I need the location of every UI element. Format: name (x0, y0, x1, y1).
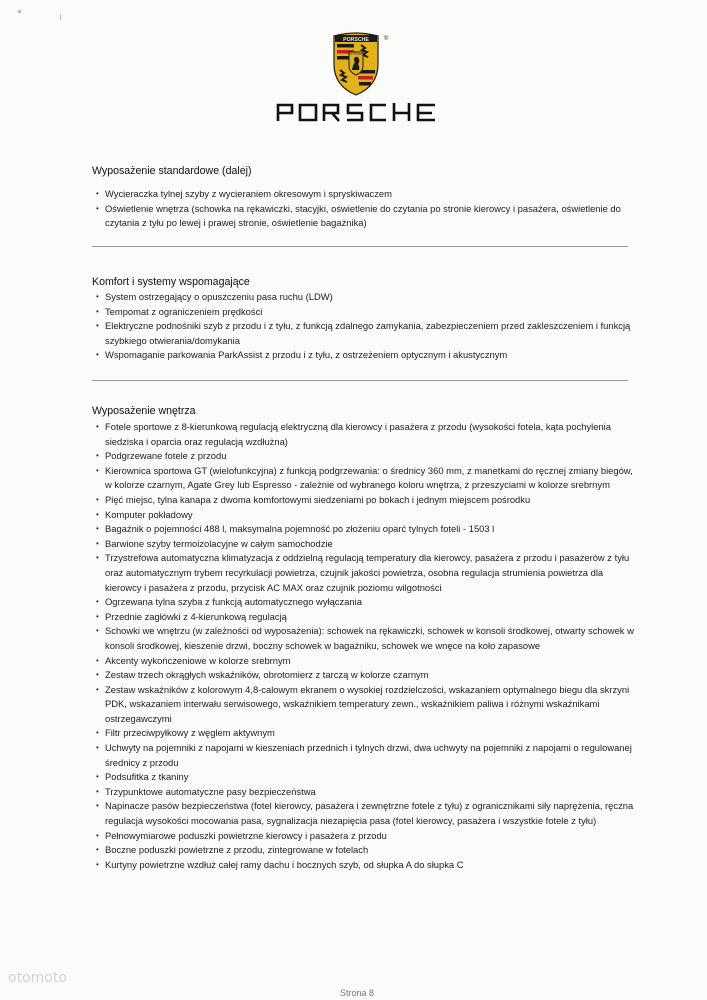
watermark-logo: otomoto (8, 970, 67, 986)
list-item: • Komputer pokładowy (96, 508, 636, 523)
section-title-comfort-systems: Komfort i systemy wspomagające (92, 276, 250, 288)
scan-speck (18, 10, 21, 13)
list-item: • Akcenty wykończeniowe w kolorze srebrnym (96, 654, 636, 669)
list-item: • Barwione szyby termoizolacyjne w całym samochodzie (96, 537, 636, 552)
comfort-systems-list (96, 290, 636, 363)
list-item: • Trzypunktowe automatyczne pasy bezpieczeństwa (96, 785, 636, 800)
list-item: • Trzystrefowa automatyczna klimatyzacja z oddzielną regulacją temperatury dla kierowcy, pasażera z przodu i pasażerów z tyłu oraz automatycznym trybem recyrkulacji powietrza, czujnik jakości powietrza, osobna regulacja strumienia powietrza dla kierowcy i pasażera z przodu, przycisk AC MAX oraz czujnik poziomu wilgotności (96, 551, 636, 595)
section-divider (92, 380, 628, 381)
list-item: • Kurtyny powietrzne wzdłuż całej ramy dachu i bocznych szyb, od słupka A do słupka C (96, 858, 636, 873)
standard-equipment-list (96, 187, 636, 231)
list-item: • Fotele sportowe z 8-kierunkową regulacją elektryczną dla kierowcy i pasażera z przodu (wysokości fotela, kąta pochylenia siedziska i oparcia oraz regulacją wzdłużna) (96, 420, 636, 449)
list-item: • Ogrzewana tylna szyba z funkcją automatycznego wyłączania (96, 595, 636, 610)
list-item: • Podgrzewane fotele z przodu (96, 449, 636, 464)
list-item: • Uchwyty na pojemniki z napojami w kieszeniach przednich i tylnych drzwi, dwa uchwyty na pojemniki z napojami o regulowanej średnicy z przodu (96, 741, 636, 770)
list-item: • Wspomaganie parkowania ParkAssist z przodu i z tyłu, z ostrzeżeniem optycznym i akustycznym (96, 348, 636, 363)
list-item: • Filtr przeciwpyłkowy z węglem aktywnym (96, 726, 636, 741)
list-item: • Elektryczne podnośniki szyb z przodu i z tyłu, z funkcją zdalnego zamykania, zabezpieczeniem przed zakleszczeniem i funkcją szybkiego otwierania/domykania (96, 319, 636, 348)
porsche-wordmark-logo (276, 101, 438, 123)
list-item: • System ostrzegający o opuszczeniu pasa ruchu (LDW) (96, 290, 636, 305)
registered-trademark-mark: ® (384, 36, 389, 42)
list-item: • Oświetlenie wnętrza (schowka na rękawiczki, stacyjki, oświetlenie do czytania po stronie kierowcy i pasażera, oświetlenie do czytania z tyłu po lewej i prawej stronie, oświetlenie bagażnika) (96, 202, 636, 231)
list-item: • Przednie zagłówki z 4-kierunkową regulacją (96, 610, 636, 625)
list-item: • Tempomat z ograniczeniem prędkości (96, 305, 636, 320)
svg-text:STUTTGART: STUTTGART (348, 53, 364, 57)
list-item: • Podsufitka z tkaniny (96, 770, 636, 785)
svg-text:PORSCHE: PORSCHE (343, 36, 369, 43)
section-title-standard-equipment: Wyposażenie standardowe (dalej) (92, 165, 252, 177)
list-item: • Pięć miejsc, tylna kanapa z dwoma komfortowymi siedzeniami po bokach i jednym miejscem pośrodku (96, 493, 636, 508)
list-item: • Pełnowymiarowe poduszki powietrzne kierowcy i pasażera z przodu (96, 829, 636, 844)
section-divider (92, 246, 628, 247)
scan-speck (60, 14, 61, 20)
section-title-interior-equipment: Wyposażenie wnętrza (92, 405, 196, 417)
list-item: • Wycieraczka tylnej szyby z wycieraniem okresowym i spryskiwaczem (96, 187, 636, 202)
list-item: • Napinacze pasów bezpieczeństwa (fotel kierowcy, pasażera i zewnętrzne fotele z tyłu) z ogranicznikami siły naprężenia, ręczna regulacja wysokości mocowania pasa, sygnalizacja niezapięcia pasa (fotel kierowcy, pasażera i wszystkie fotele z tyłu) (96, 799, 636, 828)
list-item: • Kierownica sportowa GT (wielofunkcyjna) z funkcją podgrzewania: o średnicy 360 mm, z manetkami do ręcznej zmiany biegów, w kolorze czarnym, Agate Grey lub Espresso - zależnie od wybranego koloru wnętrza, z przeszyciami w kolorze srebrnym (96, 464, 636, 493)
list-item: • Zestaw wskaźników z kolorowym 4,8-calowym ekranem o wysokiej rozdzielczości, wskazaniem optymalnego biegu dla skrzyni PDK, wskazaniem interwału serwisowego, wskaźnikiem temperatury zewn., wskaźnikiem paliwa i różnymi wskaźnikami ostrzegawczymi (96, 683, 636, 727)
list-item: • Schowki we wnętrzu (w zależności od wyposażenia): schowek na rękawiczki, schowek w konsoli środkowej, otwarty schowek w konsoli środkowej, kieszenie drzwi, boczny schowek w bagażniku, schowek we wnęce na koło zapasowe (96, 624, 636, 653)
list-item: • Zestaw trzech okrągłych wskaźników, obrotomierz z tarczą w kolorze czarnym (96, 668, 636, 683)
porsche-crest-logo (331, 30, 381, 96)
page-number: Strona 8 (340, 988, 375, 998)
list-item: • Bagażnik o pojemności 488 l, maksymalna pojemność po złożeniu oparć tylnych foteli - 1503 l (96, 522, 636, 537)
list-item: • Boczne poduszki powietrzne z przodu, zintegrowane w fotelach (96, 843, 636, 858)
interior-equipment-list (96, 420, 636, 872)
